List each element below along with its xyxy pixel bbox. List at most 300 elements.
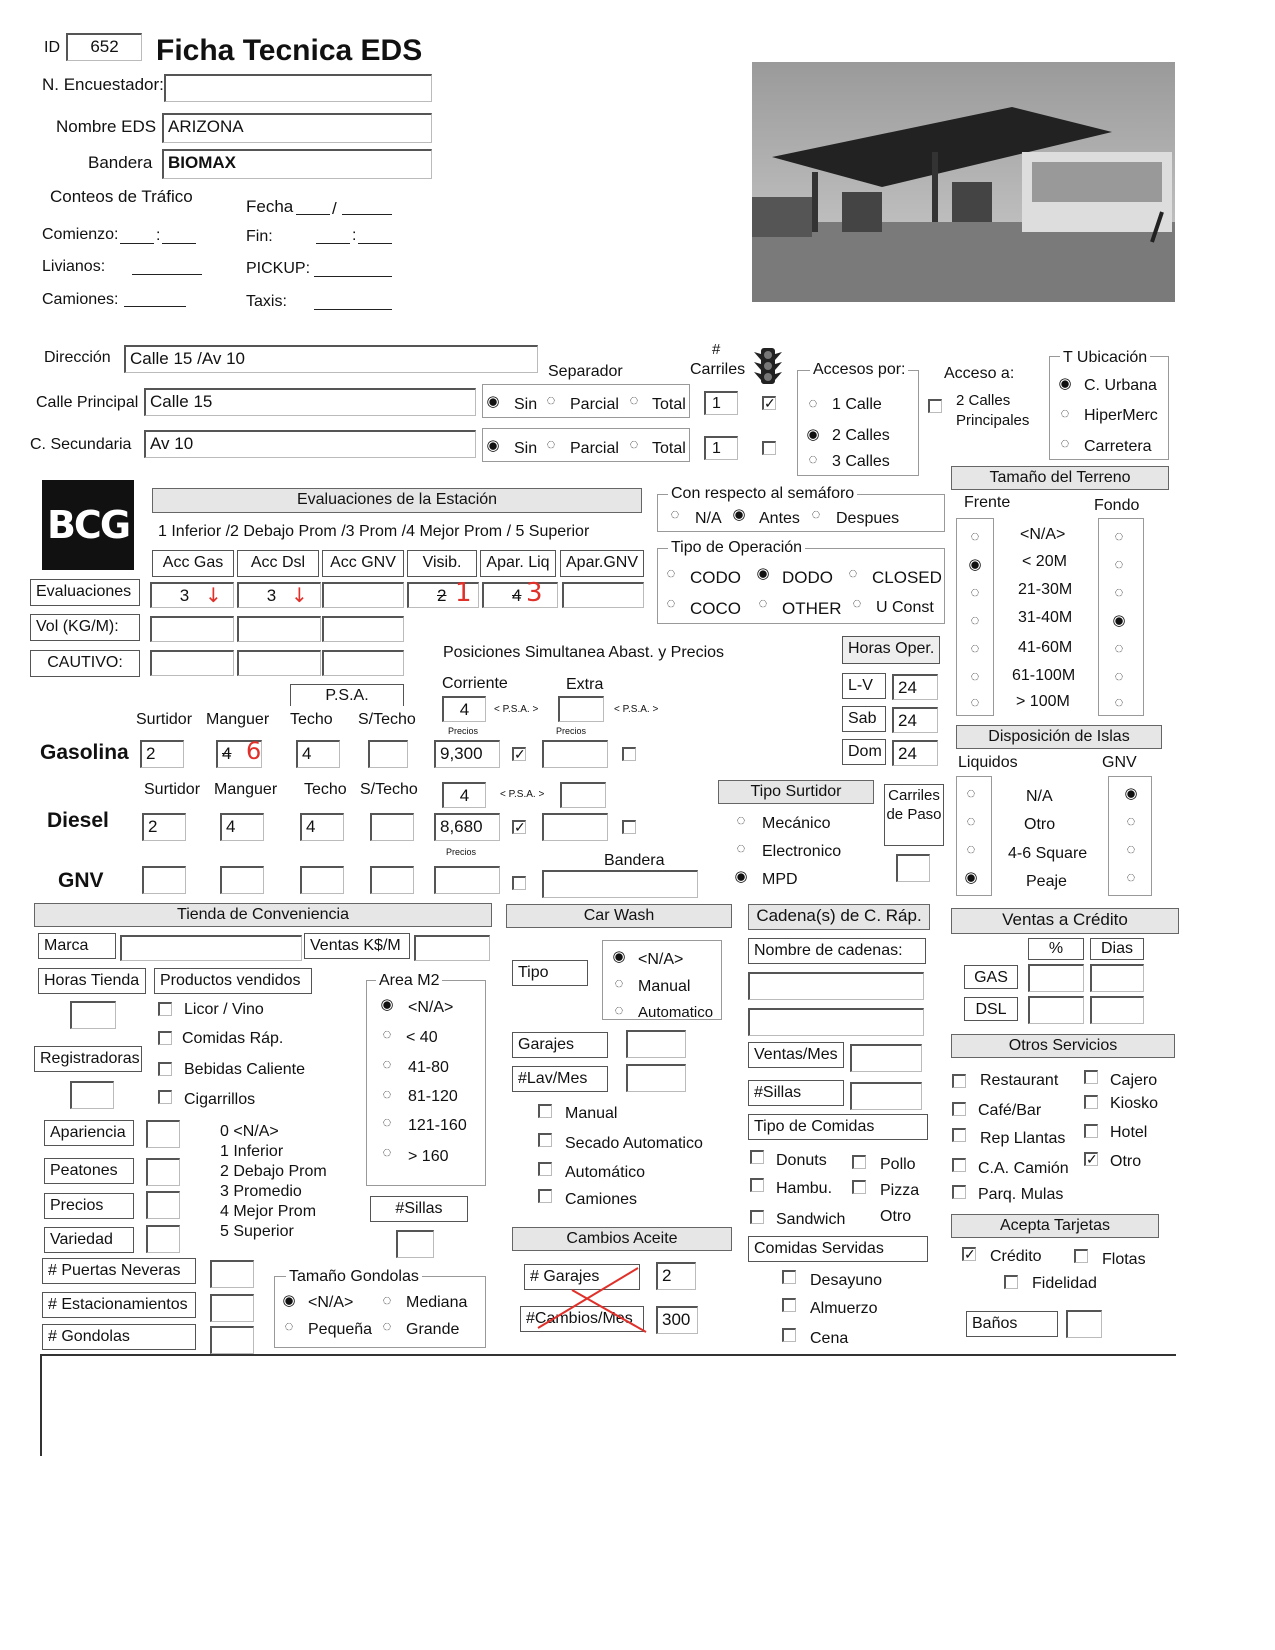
- op-other-radio[interactable]: ◌: [758, 595, 768, 612]
- tc-donuts-check[interactable]: [750, 1150, 764, 1164]
- semaforo-despues-label: Despues: [836, 510, 900, 527]
- accesos-2-radio[interactable]: ◉: [806, 426, 820, 443]
- gnv-check[interactable]: [512, 876, 526, 890]
- tc-pizza-check[interactable]: [852, 1180, 866, 1194]
- escala-5: 5 Superior: [220, 1223, 294, 1240]
- precios-field[interactable]: [146, 1191, 180, 1219]
- cs-cena-label: Cena: [810, 1330, 849, 1347]
- sep2-sin-radio[interactable]: ◉: [486, 437, 500, 454]
- gnv-label: GNV: [58, 869, 104, 892]
- islas-header: Disposición de Islas: [956, 725, 1162, 749]
- semaforo-na-label: N/A: [695, 510, 722, 527]
- apariencia-label: Apariencia: [44, 1120, 134, 1146]
- islas-gnv-3-radio[interactable]: ◌: [1126, 841, 1136, 858]
- srv-otro-check[interactable]: ✓: [1086, 1151, 1098, 1167]
- gnv-techo-field[interactable]: [300, 866, 344, 894]
- cw-garajes-field[interactable]: [626, 1030, 686, 1058]
- eval-acc-gas[interactable]: 3: [150, 582, 234, 608]
- tarj-flotas-check[interactable]: [1074, 1249, 1088, 1263]
- cw-manual-check[interactable]: [538, 1104, 552, 1118]
- islas-liq-4-radio[interactable]: ◉: [964, 869, 978, 886]
- srv-mulas-check[interactable]: [952, 1185, 966, 1199]
- gnv-manguer-field[interactable]: [220, 866, 264, 894]
- area-4-radio[interactable]: ◌: [382, 1086, 392, 1103]
- carriles-paso-label: Carriles de Paso: [884, 784, 944, 846]
- notes-area[interactable]: [40, 1354, 1176, 1456]
- id-field[interactable]: 652: [66, 33, 142, 61]
- semaforo-title: Con respecto al semáforo: [668, 486, 857, 502]
- cw-camiones-check[interactable]: [538, 1189, 552, 1203]
- area-title: Area M2: [376, 973, 442, 989]
- srv-llantas-label: Rep Llantas: [980, 1130, 1066, 1147]
- station-photo-drawing: [752, 62, 1175, 302]
- gas-extra-check[interactable]: [622, 747, 636, 761]
- frente-4-radio[interactable]: ◌: [970, 612, 980, 629]
- gas-corriente-check[interactable]: ✓: [514, 746, 526, 762]
- semaforo-antes-radio[interactable]: ◉: [732, 506, 746, 523]
- row-cautivo: CAUTIVO:: [30, 650, 140, 677]
- aceite-garajes-label: # Garajes: [524, 1264, 640, 1290]
- bandera-field[interactable]: BIOMAX: [162, 149, 432, 179]
- cw-auto-label: Automatico: [638, 1004, 714, 1021]
- prod-comidas-check[interactable]: [158, 1031, 172, 1045]
- srv-cafe-check[interactable]: [952, 1102, 966, 1116]
- ubicacion-2-radio[interactable]: ◌: [1060, 405, 1070, 422]
- dsl-manguer-field[interactable]: 4: [220, 813, 264, 841]
- ubicacion-2-label: HiperMerc: [1084, 407, 1158, 424]
- dsl-techo-field[interactable]: 4: [300, 813, 344, 841]
- ubicacion-1-label: C. Urbana: [1084, 377, 1157, 394]
- cw-lav-field[interactable]: [626, 1064, 686, 1092]
- cw-secado-check[interactable]: [538, 1133, 552, 1147]
- islas-liq-3-radio[interactable]: ◌: [966, 841, 976, 858]
- registradoras-label: Registradoras: [34, 1046, 142, 1072]
- camiones-label: Camiones:: [42, 291, 119, 308]
- prod-bebidas-label: Bebidas Caliente: [184, 1061, 305, 1078]
- cautivo-acc-gas[interactable]: [150, 650, 234, 676]
- gnv-stecho-field[interactable]: [370, 866, 414, 894]
- sep1-parcial-radio[interactable]: ◌: [546, 392, 556, 409]
- eval-acc-gas-arrow: ↓: [205, 583, 222, 607]
- gas-extra-precios-tag: Precios: [556, 726, 587, 736]
- tarjetas-header: Acepta Tarjetas: [951, 1214, 1159, 1238]
- area-6-label: > 160: [408, 1148, 449, 1165]
- eval-apar-liq[interactable]: 4: [482, 582, 558, 608]
- gond-grande-label: Grande: [406, 1321, 460, 1338]
- horas-tienda-field[interactable]: [70, 1001, 116, 1029]
- eval-acc-dsl-arrow: ↓: [291, 583, 308, 607]
- prod-licor-label: Licor / Vino: [184, 1001, 264, 1018]
- gond-grande-radio[interactable]: ◌: [382, 1318, 392, 1335]
- sep1-parcial-label: Parcial: [570, 396, 619, 413]
- fondo-1-radio[interactable]: ◌: [1114, 528, 1124, 545]
- sep1-sin-radio[interactable]: ◉: [486, 393, 500, 410]
- cw-camiones-label: Camiones: [565, 1191, 638, 1208]
- cs-almuerzo-check[interactable]: [782, 1298, 796, 1312]
- fecha-sep: /: [332, 199, 337, 218]
- escala-2: 2 Debajo Prom: [220, 1163, 327, 1180]
- taxis-line[interactable]: [314, 309, 392, 310]
- fondo-7-radio[interactable]: ◌: [1114, 694, 1124, 711]
- horas-lv-field[interactable]: 24: [892, 674, 938, 700]
- cw-manual-radio[interactable]: ◌: [614, 975, 624, 992]
- frente-6-radio[interactable]: ◌: [970, 668, 980, 685]
- semaforo-antes-label: Antes: [759, 510, 800, 527]
- col-apar-gnv: Apar.GNV: [560, 550, 644, 577]
- cw-garajes-label: Garajes: [512, 1032, 608, 1058]
- cadenas-sillas-label: #Sillas: [748, 1080, 844, 1106]
- eval-acc-gnv[interactable]: [322, 582, 404, 608]
- horas-dom-field[interactable]: 24: [892, 740, 938, 766]
- dsl-corriente-psa[interactable]: 4: [442, 782, 486, 808]
- cadenas-nombre-field-2[interactable]: [748, 1008, 924, 1036]
- eval-visib[interactable]: 2: [407, 582, 479, 608]
- estacionamientos-label: # Estacionamientos: [42, 1292, 196, 1318]
- fecha-label: Fecha: [246, 197, 294, 216]
- islas-gnv-2-radio[interactable]: ◌: [1126, 813, 1136, 830]
- d-stecho-label: S/Techo: [360, 781, 418, 798]
- gas-surtidor-field[interactable]: 2: [140, 740, 184, 768]
- srv-hotel-check[interactable]: [1084, 1124, 1098, 1138]
- surtidor-label: Surtidor: [136, 711, 193, 728]
- gas-techo-field[interactable]: 4: [296, 740, 340, 768]
- tc-pollo-label: Pollo: [880, 1156, 916, 1173]
- gas-corriente-psa[interactable]: 4: [442, 696, 486, 722]
- aceite-crossout-mark: [520, 1260, 650, 1336]
- col-visib: Visib.: [407, 550, 477, 577]
- peatones-field[interactable]: [146, 1158, 180, 1186]
- gond-mediana-radio[interactable]: ◌: [382, 1292, 392, 1309]
- gnv-bandera-field[interactable]: [542, 870, 698, 898]
- islas-liq-1-radio[interactable]: ◌: [966, 785, 976, 802]
- tc-donuts-label: Donuts: [776, 1152, 827, 1169]
- semaforo-despues-radio[interactable]: ◌: [811, 506, 821, 523]
- sep2-sin-label: Sin: [514, 440, 538, 457]
- carriles1-field[interactable]: 1: [704, 391, 738, 415]
- cautivo-acc-dsl[interactable]: [237, 650, 321, 676]
- credito-header: Ventas a Crédito: [951, 908, 1179, 934]
- srv-restaurant-label: Restaurant: [980, 1072, 1059, 1089]
- dsl-surtidor-field[interactable]: 2: [142, 813, 186, 841]
- fin-colon: :: [352, 227, 357, 244]
- frente-5-radio[interactable]: ◌: [970, 640, 980, 657]
- sep2-parcial-radio[interactable]: ◌: [546, 436, 556, 453]
- diesel-label: Diesel: [47, 809, 109, 832]
- surtidor-mecanico-label: Mecánico: [762, 815, 831, 832]
- gond-pequena-radio[interactable]: ◌: [284, 1318, 294, 1335]
- area-5-radio[interactable]: ◌: [382, 1114, 392, 1131]
- apariencia-field[interactable]: [146, 1120, 180, 1148]
- islas-gnv-1-radio[interactable]: ◉: [1124, 785, 1138, 802]
- gas-stecho-field[interactable]: [368, 740, 408, 768]
- vol-acc-dsl[interactable]: [237, 616, 321, 642]
- accesos-3-radio[interactable]: ◌: [808, 451, 818, 468]
- area-3-radio[interactable]: ◌: [382, 1056, 392, 1073]
- direccion-field[interactable]: Calle 15 /Av 10: [124, 345, 538, 373]
- gnv-surtidor-field[interactable]: [142, 866, 186, 894]
- calle-principal-label: Calle Principal: [36, 394, 139, 411]
- dsl-extra-precio[interactable]: [542, 813, 608, 841]
- fondo-2-radio[interactable]: ◌: [1114, 556, 1124, 573]
- area-1-radio[interactable]: ◉: [380, 996, 394, 1013]
- ventas-ks-field[interactable]: [414, 935, 490, 961]
- acceso-a-label: 2 Calles Principales: [956, 392, 1030, 429]
- cadenas-sillas-field[interactable]: [850, 1082, 922, 1110]
- srv-kiosko-check[interactable]: [1084, 1095, 1098, 1109]
- gas-extra-psa-tag: < P.S.A. >: [614, 704, 659, 715]
- cadenas-nombre-label: Nombre de cadenas:: [748, 938, 926, 964]
- gond-pequena-label: Pequeña: [308, 1321, 373, 1338]
- credito-dsl-pct[interactable]: [1028, 996, 1084, 1024]
- fecha-month-line[interactable]: [342, 214, 392, 215]
- fondo-5-radio[interactable]: ◌: [1114, 640, 1124, 657]
- encuestador-field[interactable]: [164, 74, 432, 102]
- cw-manual-label: Manual: [638, 978, 691, 995]
- cs-cena-check[interactable]: [782, 1328, 796, 1342]
- gondolas-field[interactable]: [210, 1326, 254, 1354]
- tc-sandwich-check[interactable]: [750, 1210, 764, 1224]
- srv-cajero-check[interactable]: [1084, 1070, 1098, 1084]
- sep2-total-radio[interactable]: ◌: [629, 436, 639, 453]
- aceite-cambios-label: #Cambios/Mes: [520, 1306, 644, 1332]
- trafico-title: Conteos de Tráfico: [50, 187, 193, 206]
- calle-principal-field[interactable]: Calle 15: [144, 388, 476, 416]
- op-codo-radio[interactable]: ◌: [666, 565, 676, 582]
- gas-corriente-precio[interactable]: 9,300: [434, 740, 500, 768]
- terreno-frente: Frente: [964, 494, 1011, 511]
- comienzo-h-line[interactable]: [120, 243, 154, 244]
- credito-gas-pct[interactable]: [1028, 964, 1084, 992]
- gasolina-label: Gasolina: [40, 741, 129, 764]
- cw-auto-radio[interactable]: ◌: [614, 1002, 624, 1019]
- credito-pct-label: %: [1028, 938, 1084, 960]
- peatones-label: Peatones: [44, 1158, 134, 1184]
- horas-lv-label: L-V: [842, 673, 886, 699]
- tc-pollo-check[interactable]: [852, 1155, 866, 1169]
- fin-label: Fin:: [246, 228, 273, 245]
- calle-secundaria-field[interactable]: Av 10: [144, 430, 476, 458]
- fin-h-line[interactable]: [316, 243, 350, 244]
- sep1-total-radio[interactable]: ◌: [629, 392, 639, 409]
- livianos-line[interactable]: [132, 274, 202, 275]
- traffic-light-icon: [752, 346, 784, 386]
- comienzo-m-line[interactable]: [162, 243, 196, 244]
- precios-label: Precios: [44, 1193, 134, 1219]
- tienda-sillas-field[interactable]: [396, 1230, 434, 1258]
- op-uconst-label: U Const: [876, 599, 934, 616]
- estacionamientos-field[interactable]: [210, 1294, 254, 1322]
- fin-m-line[interactable]: [358, 243, 392, 244]
- terreno-row-6: 61-100M: [1012, 667, 1076, 684]
- area-5-label: 121-160: [408, 1117, 467, 1134]
- aceite-garajes-field[interactable]: 2: [656, 1262, 696, 1290]
- nombre-label: Nombre EDS: [56, 117, 157, 136]
- op-closed-radio[interactable]: ◌: [848, 565, 858, 582]
- terreno-row-4: 31-40M: [1018, 609, 1073, 626]
- fondo-6-radio[interactable]: ◌: [1114, 668, 1124, 685]
- terreno-header: Tamaño del Terreno: [951, 466, 1169, 490]
- comienzo-label: Comienzo:: [42, 226, 119, 243]
- credito-dsl-dias[interactable]: [1090, 996, 1144, 1024]
- calle-secundaria-label: C. Secundaria: [30, 436, 132, 453]
- dsl-stecho-field[interactable]: [370, 813, 414, 841]
- d-techo-label: Techo: [304, 781, 347, 798]
- gas-precios-tag: Precios: [448, 726, 479, 736]
- semaforo-na-radio[interactable]: ◌: [670, 506, 680, 523]
- surtidor-mecanico-radio[interactable]: ◌: [736, 812, 746, 829]
- escala-1: 1 Inferior: [220, 1143, 284, 1160]
- bcg-logo: BCG: [42, 480, 134, 570]
- srv-restaurant-check[interactable]: [952, 1074, 966, 1088]
- dsl-extra-check[interactable]: [622, 820, 636, 834]
- terreno-row-7: > 100M: [1016, 693, 1070, 710]
- carriles-paso-field[interactable]: [896, 854, 930, 882]
- cautivo-acc-gnv[interactable]: [322, 650, 404, 676]
- horas-sab-label: Sab: [842, 706, 886, 732]
- gond-na-radio[interactable]: ◉: [282, 1292, 296, 1309]
- id-label: ID: [44, 39, 60, 56]
- area-6-radio[interactable]: ◌: [382, 1144, 392, 1161]
- tipo-surtidor-header: Tipo Surtidor: [718, 780, 874, 804]
- surtidor-mpd-radio[interactable]: ◉: [734, 868, 748, 885]
- puertas-field[interactable]: [210, 1260, 254, 1288]
- surtidor-mpd-label: MPD: [762, 871, 798, 888]
- prod-cigarrillos-label: Cigarrillos: [184, 1091, 256, 1108]
- gnv-precio-field[interactable]: [434, 866, 500, 894]
- banos-label: Baños: [966, 1311, 1058, 1337]
- op-dodo-radio[interactable]: ◉: [756, 565, 770, 582]
- ubicacion-1-radio[interactable]: ◉: [1058, 375, 1072, 392]
- fondo-3-radio[interactable]: ◌: [1114, 584, 1124, 601]
- operacion-title: Tipo de Operación: [668, 540, 805, 556]
- evaluaciones-scale: 1 Inferior /2 Debajo Prom /3 Prom /4 Mejor Prom / 5 Superior: [158, 523, 590, 540]
- cadenas-ventas-label: Ventas/Mes: [748, 1042, 844, 1068]
- semaforo2-check[interactable]: [762, 441, 776, 455]
- tienda-sillas-label: #Sillas: [370, 1196, 468, 1222]
- area-2-radio[interactable]: ◌: [382, 1026, 392, 1043]
- col-acc-gnv: Acc GNV: [322, 550, 404, 577]
- sep2-total-label: Total: [652, 440, 686, 457]
- op-coco-label: COCO: [690, 599, 741, 618]
- cadenas-ventas-field[interactable]: [850, 1044, 922, 1072]
- op-closed-label: CLOSED: [872, 568, 942, 587]
- op-coco-radio[interactable]: ◌: [666, 595, 676, 612]
- prod-cigarrillos-check[interactable]: [158, 1090, 172, 1104]
- carriles-title: Carriles: [690, 361, 746, 378]
- camiones-line[interactable]: [124, 306, 186, 307]
- fecha-day-line[interactable]: [296, 214, 330, 215]
- islas-liq-2-radio[interactable]: ◌: [966, 813, 976, 830]
- terreno-row-5: 41-60M: [1018, 639, 1073, 656]
- eval-apar-gnv[interactable]: [562, 582, 644, 608]
- tarj-fidelidad-check[interactable]: [1004, 1275, 1018, 1289]
- area-2-label: < 40: [406, 1029, 438, 1046]
- cw-na-radio[interactable]: ◉: [612, 948, 626, 965]
- productos-label: Productos vendidos: [154, 968, 312, 994]
- dsl-corriente-psa-tag: < P.S.A. >: [500, 789, 545, 800]
- prod-licor-check[interactable]: [158, 1002, 172, 1016]
- ubicacion-3-radio[interactable]: ◌: [1060, 435, 1070, 452]
- tipo-comidas-label: Tipo de Comidas: [748, 1114, 928, 1140]
- puertas-label: # Puertas Neveras: [42, 1258, 196, 1284]
- cw-automatico-check[interactable]: [538, 1162, 552, 1176]
- variedad-field[interactable]: [146, 1225, 180, 1253]
- frente-1-radio[interactable]: ◌: [970, 528, 980, 545]
- op-codo-label: CODO: [690, 568, 741, 587]
- marca-label: Marca: [38, 933, 116, 959]
- horas-dom-label: Dom: [842, 739, 886, 765]
- frente-7-radio[interactable]: ◌: [970, 694, 980, 711]
- acceso-a-title: Acceso a:: [944, 365, 1015, 382]
- gond-na-label: <N/A>: [308, 1294, 354, 1311]
- cadenas-nombre-field-1[interactable]: [748, 972, 924, 1000]
- tc-hambu-check[interactable]: [750, 1178, 764, 1192]
- islas-gnv-4-radio[interactable]: ◌: [1126, 869, 1136, 886]
- srv-hotel-label: Hotel: [1110, 1124, 1148, 1141]
- dsl-corriente-check[interactable]: ✓: [514, 819, 526, 835]
- tc-otro-label: Otro: [880, 1208, 912, 1225]
- direccion-label: Dirección: [44, 349, 111, 366]
- horas-oper-header: Horas Oper.: [842, 636, 940, 664]
- registradoras-field[interactable]: [70, 1081, 114, 1109]
- aceite-cambios-field[interactable]: 300: [656, 1306, 698, 1334]
- vol-acc-gas[interactable]: [150, 616, 234, 642]
- area-1-label: <N/A>: [408, 999, 454, 1016]
- fondo-4-radio[interactable]: ◉: [1112, 612, 1126, 629]
- carriles2-field[interactable]: 1: [704, 436, 738, 460]
- gas-manguer-field[interactable]: 4: [216, 740, 262, 768]
- tarj-credito-check[interactable]: ✓: [964, 1246, 976, 1262]
- row-vol: Vol (KG/M):: [30, 614, 140, 641]
- livianos-label: Livianos:: [42, 258, 106, 275]
- cs-desayuno-check[interactable]: [782, 1270, 796, 1284]
- semaforo1-check[interactable]: ✓: [764, 395, 776, 411]
- cw-lav-label: #Lav/Mes: [512, 1066, 608, 1092]
- srv-llantas-check[interactable]: [952, 1128, 966, 1142]
- cw-manual-check-label: Manual: [565, 1105, 618, 1122]
- frente-2-radio[interactable]: ◉: [968, 556, 982, 573]
- surtidor-electronico-radio[interactable]: ◌: [736, 840, 746, 857]
- srv-kiosko-label: Kiosko: [1110, 1095, 1159, 1112]
- srv-camion-check[interactable]: [952, 1158, 966, 1172]
- eval-acc-dsl[interactable]: 3: [237, 582, 321, 608]
- corriente-label: Corriente: [442, 675, 508, 692]
- eval-apar-liq-handwritten: 3: [526, 578, 543, 608]
- gas-extra-precio[interactable]: [542, 740, 608, 768]
- col-acc-gas: Acc Gas: [152, 550, 234, 577]
- dsl-extra-psa[interactable]: [560, 782, 606, 808]
- acceso-a-check[interactable]: [928, 399, 942, 413]
- horas-sab-field[interactable]: 24: [892, 707, 938, 733]
- credito-gas-dias[interactable]: [1090, 964, 1144, 992]
- psa-header: P.S.A.: [290, 684, 404, 706]
- tienda-header: Tienda de Conveniencia: [34, 903, 492, 927]
- cw-automatico-label: Automático: [565, 1164, 646, 1181]
- frente-3-radio[interactable]: ◌: [970, 584, 980, 601]
- nombre-field[interactable]: ARIZONA: [162, 113, 432, 143]
- dsl-corriente-precio[interactable]: 8,680: [434, 813, 500, 841]
- gas-corriente-psa-tag: < P.S.A. >: [494, 704, 539, 715]
- banos-field[interactable]: [1066, 1310, 1102, 1338]
- vol-acc-gnv[interactable]: [322, 616, 404, 642]
- pickup-line[interactable]: [314, 276, 392, 277]
- prod-bebidas-check[interactable]: [158, 1062, 172, 1076]
- gas-extra-psa[interactable]: [558, 696, 604, 722]
- marca-field[interactable]: [120, 935, 302, 961]
- accesos-1-radio[interactable]: ◌: [808, 395, 818, 412]
- op-uconst-radio[interactable]: ◌: [852, 595, 862, 612]
- tarj-credito-label: Crédito: [990, 1248, 1042, 1265]
